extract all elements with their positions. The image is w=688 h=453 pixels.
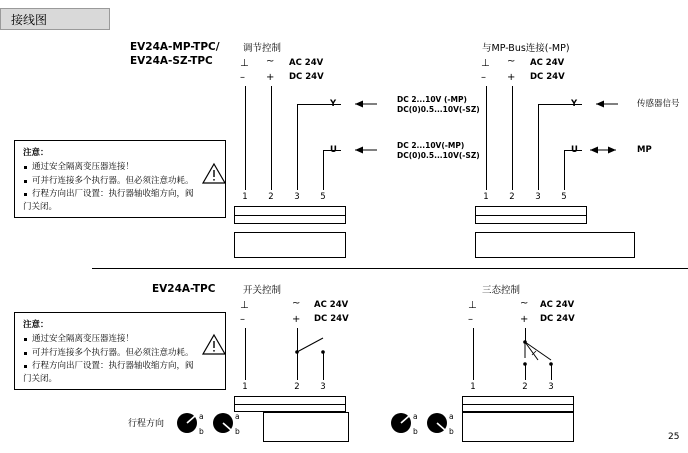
signal-desc-y-line2: DC(0)0.5...10V(-SZ) [397, 105, 480, 115]
notes-box-lower [14, 312, 226, 390]
notes-list-upper [23, 161, 217, 200]
connector-line [235, 404, 345, 405]
rotation-symbol-b [212, 412, 234, 434]
terminal-number: 2 [294, 382, 300, 392]
rotation-marker-b: b [449, 427, 454, 436]
connector-line [476, 215, 586, 216]
rotation-marker-b: b [199, 427, 204, 436]
ac-label: AC 24V [314, 300, 349, 310]
rotation-symbol-a [390, 412, 412, 434]
dc-label: DC 24V [314, 314, 349, 324]
note-item: 行程方向出厂设置：执行器轴收缩方向，阀 [23, 188, 217, 200]
wire-terminal-2 [512, 86, 513, 190]
connector-block-lower-right [462, 396, 574, 412]
rotation-marker-a: a [235, 412, 240, 421]
u-arrow-icon [345, 144, 379, 156]
warning-triangle-icon [202, 334, 226, 355]
neutral-symbol: ~ [507, 56, 516, 67]
connector-block-upper-right [475, 206, 587, 224]
wire-terminal-2 [271, 86, 272, 190]
direction-label: 行程方向 [128, 419, 165, 429]
connector-line [235, 215, 345, 216]
signal-desc-y-line1: DC 2...10V (-MP) [397, 95, 467, 104]
model-label-upper-line2: EV24A-SZ-TPC [130, 55, 213, 68]
dc-label: DC 24V [530, 72, 565, 82]
terminal-number: 2 [268, 192, 274, 202]
ground-symbol: ⊥ [481, 58, 490, 69]
signal-label-u: U [330, 145, 337, 155]
minus-symbol: – [240, 72, 245, 83]
warning-triangle-icon [202, 163, 226, 184]
signal-desc-y [397, 95, 480, 115]
ground-symbol: ⊥ [468, 300, 477, 311]
note-continuation: 门关闭。 [23, 202, 58, 213]
neutral-symbol: ~ [520, 298, 529, 309]
plus-symbol: + [520, 314, 529, 325]
signal-label-y: Y [571, 99, 578, 109]
diagram-title-regulating: 调节控制 [243, 43, 282, 54]
dc-label: DC 24V [540, 314, 575, 324]
note-item: 可并行连接多个执行器。但必须注意功耗。 [23, 347, 217, 359]
notes-box-upper [14, 140, 226, 218]
minus-symbol: – [481, 72, 486, 83]
rotation-symbol-a [176, 412, 198, 434]
ground-symbol: ⊥ [240, 300, 249, 311]
note-continuation: 门关闭。 [23, 374, 58, 385]
rotation-marker-a: a [413, 412, 418, 421]
actuator-body-lower-right [462, 412, 574, 442]
terminal-number: 1 [470, 382, 476, 392]
model-label-lower: EV24A-TPC [152, 283, 216, 295]
page-title: 接线图 [11, 12, 48, 27]
terminal-number: 1 [242, 192, 248, 202]
terminal-number: 5 [561, 192, 567, 202]
signal-label-y: Y [330, 99, 337, 109]
actuator-body-lower-left [263, 412, 349, 442]
terminal-number: 3 [548, 382, 554, 392]
minus-symbol: – [468, 314, 473, 325]
terminal-number: 2 [522, 382, 528, 392]
terminal-number: 2 [509, 192, 515, 202]
plus-symbol: + [266, 72, 275, 83]
wire-terminal-1 [245, 86, 246, 190]
terminal-number: 1 [483, 192, 489, 202]
signal-desc-u: MP [637, 145, 652, 155]
diagram-title-tristate: 三态控制 [482, 285, 521, 296]
connector-block-lower-left [234, 396, 346, 412]
switch-symbol [290, 332, 334, 356]
wire-terminal-3 [323, 352, 324, 380]
wire-terminal-5 [323, 150, 324, 190]
rotation-symbol-b [426, 412, 448, 434]
actuator-body-upper-right [475, 232, 635, 258]
notes-list-lower [23, 333, 217, 372]
connector-line [463, 404, 573, 405]
rotation-marker-a: a [199, 412, 204, 421]
ac-label: AC 24V [530, 58, 565, 68]
signal-desc-u [397, 141, 480, 161]
note-item: 通过安全隔离变压器连接！ [23, 333, 217, 345]
plus-symbol: + [292, 314, 301, 325]
plus-symbol: + [507, 72, 516, 83]
minus-symbol: – [240, 314, 245, 325]
signal-desc-u-line1: DC 2...10V(-MP) [397, 141, 465, 150]
wire-terminal-1 [486, 86, 487, 190]
signal-desc-u-line2: DC(0)0.5...10V(-SZ) [397, 151, 480, 161]
signal-desc-y: 传感器信号 [637, 99, 680, 109]
u-arrow-double-icon [586, 144, 620, 156]
page-number: 25 [668, 432, 680, 442]
note-item: 行程方向出厂设置：执行器轴收缩方向，阀 [23, 360, 217, 372]
page-header-bar [0, 8, 110, 30]
terminal-number: 1 [242, 382, 248, 392]
diagram-title-mpbus: 与MP-Bus连接(-MP) [482, 43, 570, 54]
diagram-title-onoff: 开关控制 [243, 285, 282, 296]
dc-label: DC 24V [289, 72, 324, 82]
neutral-symbol: ~ [266, 56, 275, 67]
note-item: 通过安全隔离变压器连接！ [23, 161, 217, 173]
rotation-marker-a: a [449, 412, 454, 421]
wire-terminal-1 [473, 328, 474, 380]
rotation-marker-b: b [235, 427, 240, 436]
notes-title-lower: 注意： [23, 320, 49, 330]
signal-label-u: U [571, 145, 578, 155]
model-label-upper-line1: EV24A-MP-TPC/ [130, 41, 220, 53]
rotation-marker-b: b [413, 427, 418, 436]
section-divider [92, 268, 688, 269]
model-label-upper [130, 40, 250, 68]
wire-terminal-1 [245, 328, 246, 380]
notes-title-upper: 注意： [23, 148, 49, 158]
ac-label: AC 24V [289, 58, 324, 68]
neutral-symbol: ~ [292, 298, 301, 309]
changeover-switch-symbol [518, 336, 562, 368]
connector-block-upper-left [234, 206, 346, 224]
ac-label: AC 24V [540, 300, 575, 310]
terminal-number: 3 [535, 192, 541, 202]
terminal-number: 5 [320, 192, 326, 202]
actuator-body-upper-left [234, 232, 346, 258]
wire-terminal-3 [297, 104, 298, 190]
terminal-number: 3 [294, 192, 300, 202]
y-arrow-icon [345, 98, 379, 110]
note-item: 可并行连接多个执行器。但必须注意功耗。 [23, 175, 217, 187]
y-arrow-icon [586, 98, 620, 110]
terminal-number: 3 [320, 382, 326, 392]
ground-symbol: ⊥ [240, 58, 249, 69]
wire-terminal-5 [564, 150, 565, 190]
wire-terminal-3 [538, 104, 539, 190]
